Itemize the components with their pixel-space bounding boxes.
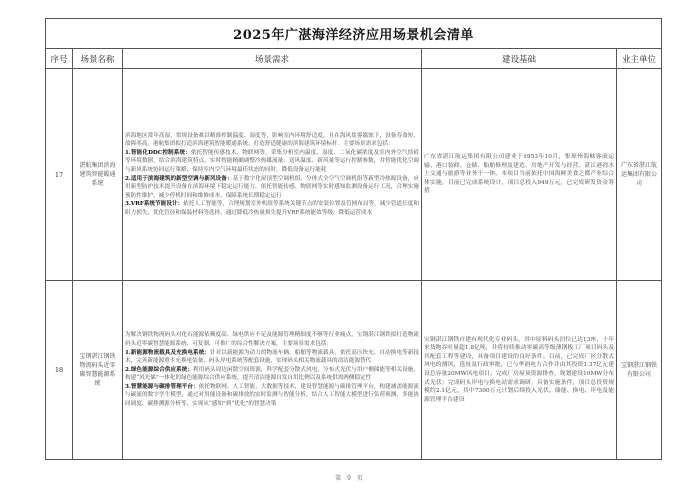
scene-requirements [123, 69, 422, 281]
scene-name: 湛航集团滨海建筑智能暖通系统 [73, 69, 123, 281]
owner-unit: 广东省湛江航运集团有限公司 [617, 69, 662, 281]
header-scene-name: 场景名称 [73, 49, 123, 69]
page-title: 2025年广湛海洋经济应用场景机会清单 [46, 19, 662, 49]
requirement-item [125, 366, 419, 383]
requirement-item [125, 149, 419, 175]
requirement-text: 依托智能传感技术、物联网等，采集分析室内温度、湿度、二氧化碳浓度及室内外空气焓值等环境数据，结合滨海建筑特点，实时智能精确调整冷热媒流量、送风温度、新风量等运行控制参数，并智能优化空调与新风系统协同运行策略，保持室内空气环境最佳状态的同时，降低设备运行能耗 [125, 149, 419, 173]
scene-requirements [123, 281, 422, 460]
basis-text: 宝钢湛江钢铁自建有现代化专业码头，其中原料码头泊位已达13座，十年来货物吞吐量超1.8亿吨，并将持续推动零碳高等级薄钢板工厂项目码头及其配套工程等建设，具备项目建设的良好条件。目前，已完成厂区分散式风电的测风、选址及行政审批，已与华润电力合作并由其投资1.37亿元建设总容量20MW风电项目；完成厂房屋顶资源排查，规划建设10MW分布式光伏；完成码头岸电与换电站需求调研，具备实施条件，项目总投资规模约2.1亿元，其中7300万元计划后续投入光伏、储能、换电、岸电及能源管理平台建设 [424, 336, 614, 403]
construction-basis [422, 281, 617, 460]
header-basis: 建设基础 [422, 49, 617, 69]
requirement-text: 依托物联网、人工智能、大数据等技术，建设智慧能源与碳排管理平台，构建涵盖能源流与碳流的数字孪生模型，通过对用能设备和碳排放的实时监测与智能分析，结合人工智能大模型进行负荷预测、多能协同调度、碳排溯源分析等，实现从“感知”到“优化”的智慧决策 [125, 383, 419, 408]
requirement-lead: 3.VRF系统节能设计： [125, 201, 184, 208]
row-index: 17 [46, 69, 73, 281]
requirement-text: 针对以新能源为动力的物流车辆、船舶等物流载具，依托高压快充、自动换电等新技术，完善新能源重卡充换电装备、码头岸电系统等配套设施，实现码头相关物流载具的清洁能源替代 [125, 349, 419, 365]
basis-text: 广东省湛江航运集团有限公司建业于1953年10月，集琼州海峡客滚运输、港口装卸、仓储、船舶修理及建造、房地产开发与经营、湛江港湾水上交通与旅游等业务于一体。本项目当前依托中国海鲜美食之都产业综合体实施，目前已完成系统设计，项目总投入949万元，已完成研发资金筹措 [424, 154, 614, 195]
construction-basis [422, 69, 617, 281]
header-index: 序号 [46, 49, 73, 69]
requirement-text: 依托人工智能等，合理规划室外机组等系统关键节点的安装位置及管网布局等，减少管道长度和阻力损失，优化管径和保温材料等选择，通过降低冷热量损失提升VRF系统能效等级，降低运营成本 [125, 201, 419, 216]
header-row [46, 49, 662, 69]
requirement-lead: 1.智能化DDC控制系统： [125, 149, 191, 156]
requirements-intro: 为解决钢铁物流码头对化石能源依赖度高、绿电供应不足及能源管理精细度不够等行业痛点，宝钢湛江钢铁拟打造物流码头近零碳智慧能源系统，可复制、可推广的综合性解决方案，主要场景需求包括： [125, 332, 419, 347]
requirements-intro: 滨海地区常年高湿，常规设备难以精准控制温度、湿度等，影响室内环境舒适度，且在海风盐雾腐蚀下，设备寿命短，故障率高。港航集团拟打造滨海建筑智能暖通系统，打造舒适健康的滨海建筑环境标杆。主要场景需求包括： [125, 132, 419, 148]
requirement-lead: 1.新能源物流载具及充换电系统： [125, 349, 210, 356]
requirement-text: 利用码头周边闲散空间资源，科学配套分散式风电、分布式光伏与用户侧储能等相关设施，构建“风光储”一体化的绿色能源综合供应系统，提升清洁能源自发自用比例以及系统供需两侧稳定性 [125, 366, 419, 382]
row-index: 18 [46, 281, 73, 460]
header-owner: 业主单位 [617, 49, 662, 69]
requirement-lead: 2.适用于滨海建筑的新型空调与新风设备： [125, 175, 233, 182]
requirement-text: 基于数字化屋顶型空调机组、分体式全空气空调机组等新型冷热源设备，应用新型防护技术提升设备在滨海环境下稳定运行能力，依托智能传感、物联网等实时感知监测设备运行工况，合理实施预防性维护，减少停机时间和维修成本，保障系统长期稳定运行 [125, 175, 419, 199]
table-row [46, 69, 662, 281]
requirement-lead: 3.智慧能源与碳排管理平台： [125, 383, 199, 390]
title-row [46, 19, 662, 49]
requirement-item [125, 349, 419, 366]
table-row [46, 281, 662, 460]
requirement-item [125, 200, 419, 217]
page-number: 第 9 页 [335, 475, 365, 482]
requirement-lead: 2.绿色能源综合供应系统： [125, 366, 194, 373]
scene-name: 宝钢湛江钢铁物流码头近零碳智慧能源系统 [73, 281, 123, 460]
owner-unit: 宝钢湛江钢铁有限公司 [617, 281, 662, 460]
requirement-item [125, 383, 419, 409]
requirement-item [125, 175, 419, 201]
opportunity-table [45, 18, 662, 460]
header-requirements: 场景需求 [123, 49, 422, 69]
